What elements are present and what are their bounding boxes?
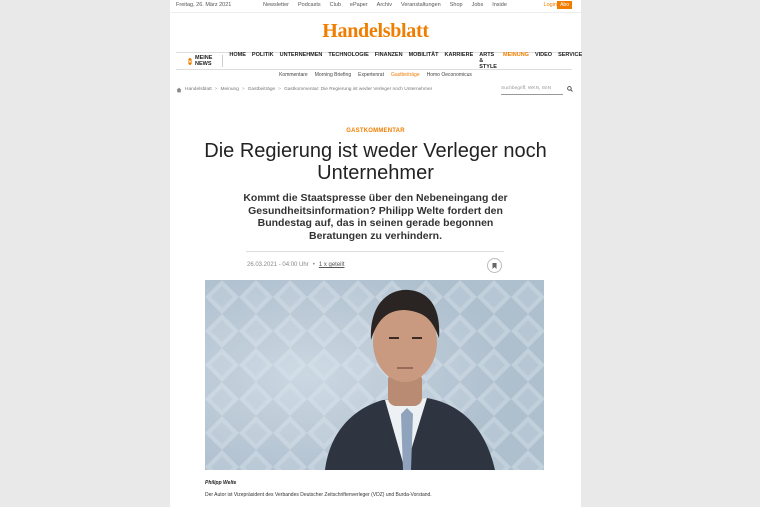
bookmark-button[interactable] [487, 258, 502, 273]
breadcrumb-item-home[interactable]: Handelsblatt [185, 87, 212, 92]
subnav-item-expertenrat[interactable]: Expertenrat [358, 72, 384, 78]
breadcrumb-separator: > [214, 87, 218, 92]
top-link-club[interactable]: Club [329, 2, 341, 8]
caption-author-name: Philipp Welte [205, 480, 237, 486]
article-headline: Die Regierung ist weder Verleger noch Unternehmer [204, 140, 547, 184]
nav-item-karriere[interactable]: KARRIERE [444, 52, 474, 58]
top-link-podcasts[interactable]: Podcasts [297, 2, 321, 8]
top-link-archiv[interactable]: Archiv [376, 2, 392, 8]
share-count-link[interactable]: 1 x geteilt [318, 262, 345, 268]
top-link-newsletter[interactable]: Newsletter [263, 2, 289, 8]
article-photo [205, 280, 544, 470]
nav-item-home[interactable]: HOME [229, 52, 246, 58]
nav-item-mobilitaet[interactable]: MOBILITÄT [408, 52, 439, 58]
top-link-shop[interactable]: Shop [449, 2, 463, 8]
meta-bullet: • [312, 262, 315, 268]
breadcrumb-item-current: Gastkommentar: Die Regierung ist weder Verleger noch Unternehmer [283, 87, 433, 92]
nav-item-politik[interactable]: POLITIK [251, 52, 274, 58]
home-icon [176, 87, 182, 93]
article-meta [247, 262, 345, 268]
top-link-veranstaltungen[interactable]: Veranstaltungen [400, 2, 441, 8]
caption-text: Der Autor ist Vizepräsident des Verbandes Deutscher Zeitschriftenverleger (VDZ) und Burda-Vorstand. [205, 492, 432, 498]
meine-news-link[interactable] [176, 55, 223, 67]
subnav-item-gastbeitraege[interactable]: Gastbeiträge [390, 72, 420, 78]
author-portrait [205, 280, 544, 470]
breadcrumb-separator: > [278, 87, 281, 92]
article-kicker: GASTKOMMENTAR [346, 128, 405, 134]
sub-nav [170, 72, 581, 78]
main-nav [176, 52, 583, 70]
site-logo[interactable]: Handelsblatt [322, 20, 429, 42]
page [170, 0, 581, 507]
top-link-inside[interactable]: Inside [492, 2, 507, 8]
nav-item-unternehmen[interactable]: UNTERNEHMEN [279, 52, 323, 58]
breadcrumb-item-gastbeitraege[interactable]: Gastbeiträge [247, 87, 276, 92]
top-bar [170, 0, 581, 13]
article-lead: Kommt die Staatspresse über den Nebeneingang der Gesundheitsinformation? Philipp Welte fordert den Bundestag auf, das in seinen gerade begonnen Beratungen zu verhindern. [243, 192, 508, 242]
subnav-item-morning-briefing[interactable]: Morning Briefing [314, 72, 352, 78]
top-link-epaper[interactable]: ePaper [349, 2, 368, 8]
breadcrumb [176, 87, 432, 93]
bookmark-icon [492, 263, 497, 269]
breadcrumb-item-meinung[interactable]: Meinung [220, 87, 239, 92]
abo-button[interactable]: Abo [557, 1, 572, 9]
top-links [263, 2, 507, 8]
nav-item-video[interactable]: VIDEO [534, 52, 553, 58]
meine-news-label: MEINE NEWS [195, 55, 213, 67]
search-input[interactable]: Suchbegriff, WKN, ISIN [501, 86, 563, 95]
nav-item-meinung[interactable]: MEINUNG [502, 52, 529, 58]
top-link-jobs[interactable]: Jobs [471, 2, 484, 8]
nav-item-finanzen[interactable]: FINANZEN [374, 52, 403, 58]
subnav-item-homo-oeconomicus[interactable]: Homo Oeconomicus [426, 72, 472, 78]
nav-item-technologie[interactable]: TECHNOLOGIE [328, 52, 369, 58]
publish-date: 26.03.2021 - 04:00 Uhr [247, 262, 309, 268]
divider [246, 251, 504, 252]
breadcrumb-separator: > [241, 87, 245, 92]
nav-item-service[interactable]: SERVICE [558, 52, 583, 58]
login-link[interactable]: Login [543, 2, 557, 8]
search-icon[interactable] [567, 86, 573, 92]
subnav-item-kommentare[interactable]: Kommentare [279, 72, 308, 78]
nav-item-arts-style[interactable]: ARTS & STYLE [479, 52, 497, 70]
meine-news-badge: H [188, 58, 192, 64]
nav-items [223, 52, 582, 70]
current-date: Freitag, 26. März 2021 [176, 2, 232, 8]
